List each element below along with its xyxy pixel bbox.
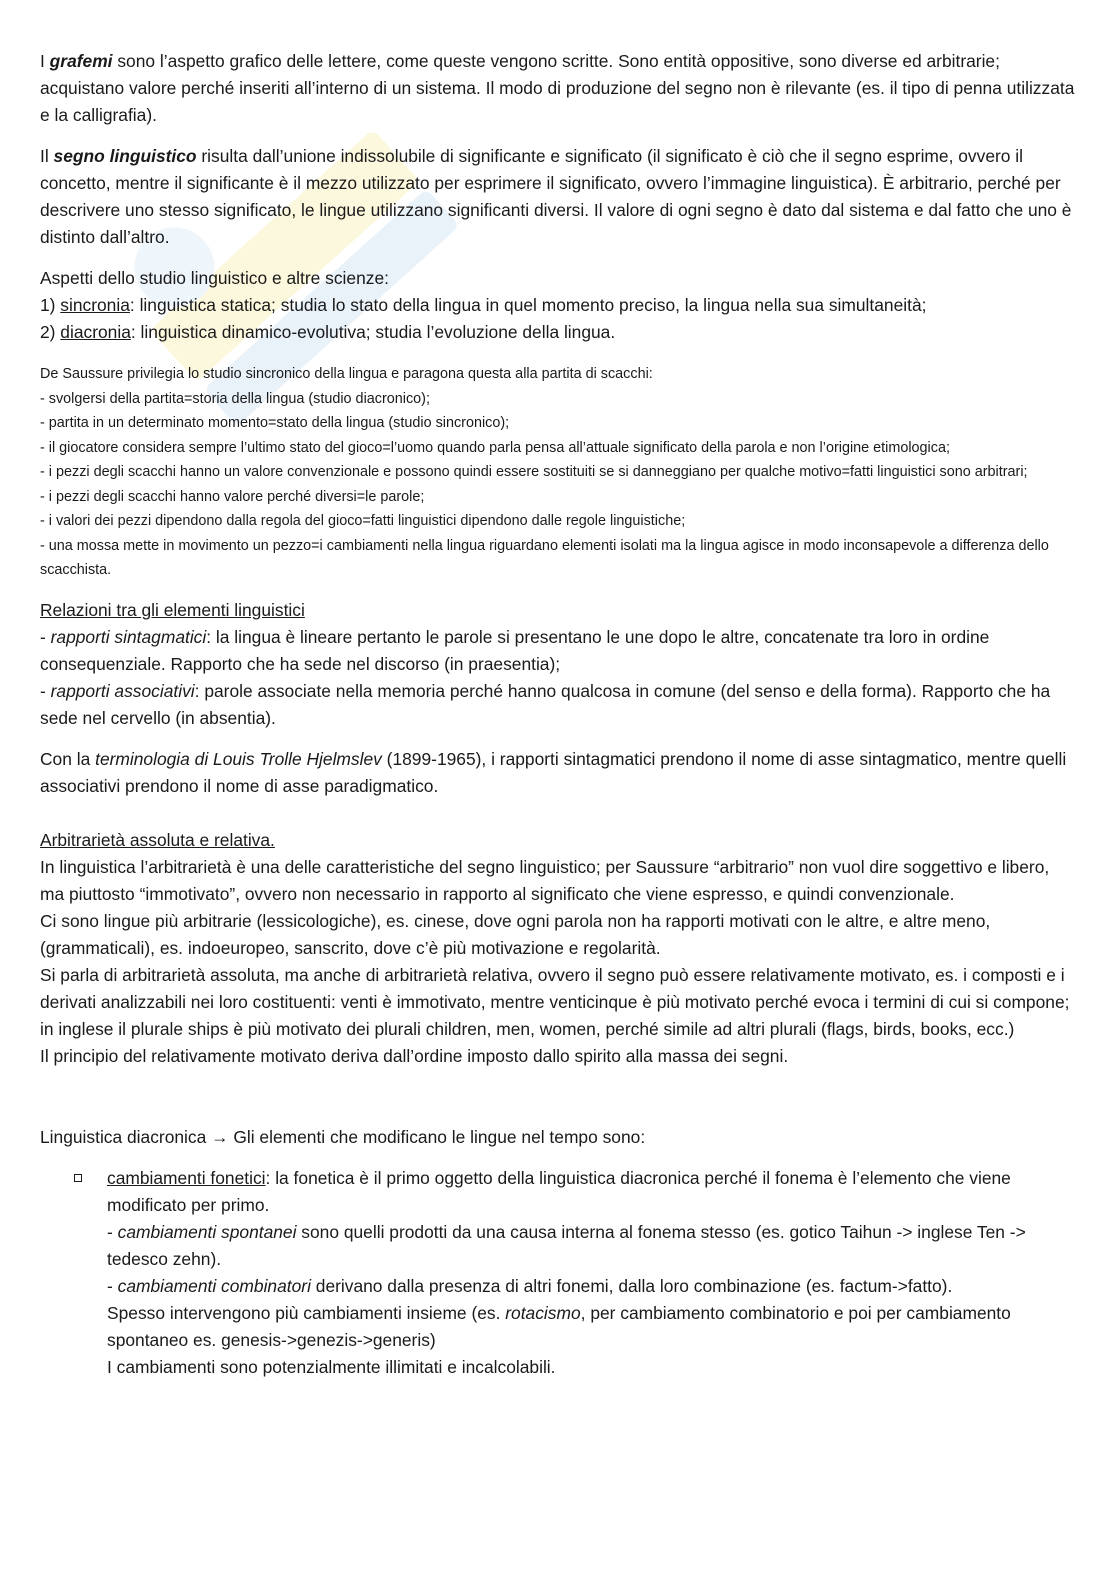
- arbitrarieta-heading: Arbitrarietà assoluta e relativa.: [40, 829, 275, 850]
- term-segno-linguistico: segno linguistico: [53, 146, 197, 166]
- arbitrarieta-paragraph: In linguistica l’arbitrarietà è una delle caratteristiche del segno linguistico; per Saussure “arbitrario” non vuol dire soggettivo e libero, ma piuttosto “immotivato”, ovvero non necessario in rapporto al significato che viene espresso, e quindi convenzionale.: [40, 856, 1050, 904]
- section-linguistica-diacronica: [40, 1124, 1076, 1381]
- scacchi-intro: De Saussure privilegia lo studio sincronico della lingua e paragona questa alla partita di scacchi:: [40, 366, 653, 382]
- arbitrarieta-paragraph: Si parla di arbitrarietà assoluta, ma anche di arbitrarietà relativa, ovvero il segno può essere relativamente motivato, es. i composti e i derivati analizzabili nei loro costituenti: venti è immotivato, mentre venticinque è più motivato perché evoca i termini di cui si compone; in inglese il plurale ships è più motivato dei plurali children, men, women, perché simile ad altri plurali (flags, birds, books, ecc.): [40, 964, 1070, 1039]
- diacronica-intro: Linguistica diacronica → Gli elementi che modificano le lingue nel tempo sono:: [40, 1126, 646, 1147]
- term-grafemi: grafemi: [49, 51, 113, 71]
- section-scacchi: [40, 362, 1076, 583]
- document-content: [40, 48, 1076, 1381]
- scacchi-item: - i pezzi degli scacchi hanno valore perché diversi=le parole;: [40, 488, 425, 505]
- paragraph-hjelmslev: Con la terminologia di Louis Trolle Hjelmslev (1899-1965), i rapporti sintagmatici prendono il nome di asse sintagmatico, mentre quelli associativi prendono il nome di asse paradigmatico.: [40, 748, 1067, 796]
- arbitrarieta-paragraph: Ci sono lingue più arbitrarie (lessicologiche), es. cinese, dove ogni parola non ha rapporti motivati con le altre, e altre meno, (grammaticali), es. indoeuropeo, sanscrito, dove c’è più motivazione e regolarità.: [40, 910, 991, 958]
- relazioni-heading: Relazioni tra gli elementi linguistici: [40, 599, 305, 620]
- arbitrarieta-paragraph: Il principio del relativamente motivato deriva dall’ordine imposto dallo spirito alla massa dei segni.: [40, 1045, 789, 1066]
- list-item-cambiamenti-fonetici: cambiamenti fonetici: la fonetica è il primo oggetto della linguistica diacronica perché il fonema è l’elemento che viene modificato per primo. - cambiamenti spontanei sono quelli prodotti da una causa interna al fonema stesso (es. gotico Taihun -> inglese Ten -> tedesco zehn). - cambiamenti combinatori derivano dalla presenza di altri fonemi, dalla loro combinazione (es. factum->fatto). Spesso intervengono più cambiamenti insieme (es. rotacismo, per cambiamento combinatorio e poi per cambiamento spontaneo es. genesis->genezis->generis) I cambiamenti sono potenzialmente illimitati e incalcolabili.: [40, 1165, 1076, 1381]
- section-arbitrarieta: [40, 827, 1076, 1070]
- scacchi-item: - una mossa mette in movimento un pezzo=i cambiamenti nella lingua riguardano elementi isolati ma la lingua agisce in modo inconsapevole a differenza dello scacchista.: [40, 537, 1049, 578]
- scacchi-item: - partita in un determinato momento=stato della lingua (studio sincronico);: [40, 415, 510, 431]
- scacchi-item: - i pezzi degli scacchi hanno un valore convenzionale e possono quindi essere sostituiti se si danneggiano per qualche motivo=fatti linguistici sono arbitrari;: [40, 464, 1028, 480]
- scacchi-item: - il giocatore considera sempre l’ultimo stato del gioco=l’uomo quando parla pensa all’attuale significato della parola e non l’origine etimologica;: [40, 439, 950, 456]
- aspetti-item-sincronia: 1) sincronia: linguistica statica; studia lo stato della lingua in quel momento preciso, la lingua nella sua simultaneità;: [40, 295, 927, 315]
- scacchi-item: - svolgersi della partita=storia della lingua (studio diacronico);: [40, 390, 430, 407]
- arrow-right-icon: →: [211, 1126, 229, 1147]
- paragraph-grafemi: I grafemi sono l’aspetto grafico delle lettere, come queste vengono scritte. Sono entità oppositive, sono diverse ed arbitrarie; acquistano valore perché inseriti all’interno di un sistema. Il modo di produzione del segno non è rilevante (es. il tipo di penna utilizzata e la calligrafia).: [40, 51, 1075, 125]
- diacronica-list: [40, 1165, 1076, 1381]
- aspetti-intro: Aspetti dello studio linguistico e altre scienze:: [40, 268, 389, 288]
- relazioni-item-associativi: - rapporti associativi: parole associate nella memoria perché hanno qualcosa in comune (del senso e della forma). Rapporto che ha sede nel cervello (in absentia).: [40, 680, 1051, 728]
- square-bullet-icon: [74, 1174, 82, 1182]
- paragraph-segno-linguistico: Il segno linguistico risulta dall’unione indissolubile di significante e significato (il significato è ciò che il segno esprime, ovvero il concetto, mentre il significante è il mezzo utilizzato per esprimere il significato, ovvero l’immagine linguistica). È arbitrario, perché per descrivere uno stesso significato, le lingue utilizzano significanti diversi. Il valore di ogni segno è dato dal sistema e dal fatto che uno è distinto dall’altro.: [40, 146, 1072, 247]
- aspetti-item-diacronia: 2) diacronia: linguistica dinamico-evolutiva; studia l’evoluzione della lingua.: [40, 322, 616, 342]
- relazioni-item-sintagmatici: - rapporti sintagmatici: la lingua è lineare pertanto le parole si presentano le une dopo le altre, concatenate tra loro in ordine consequenziale. Rapporto che ha sede nel discorso (in praesentia);: [40, 626, 990, 674]
- section-aspetti: [40, 265, 1076, 346]
- section-relazioni: [40, 597, 1076, 732]
- scacchi-item: - i valori dei pezzi dipendono dalla regola del gioco=fatti linguistici dipendono dalle regole linguistiche;: [40, 513, 686, 529]
